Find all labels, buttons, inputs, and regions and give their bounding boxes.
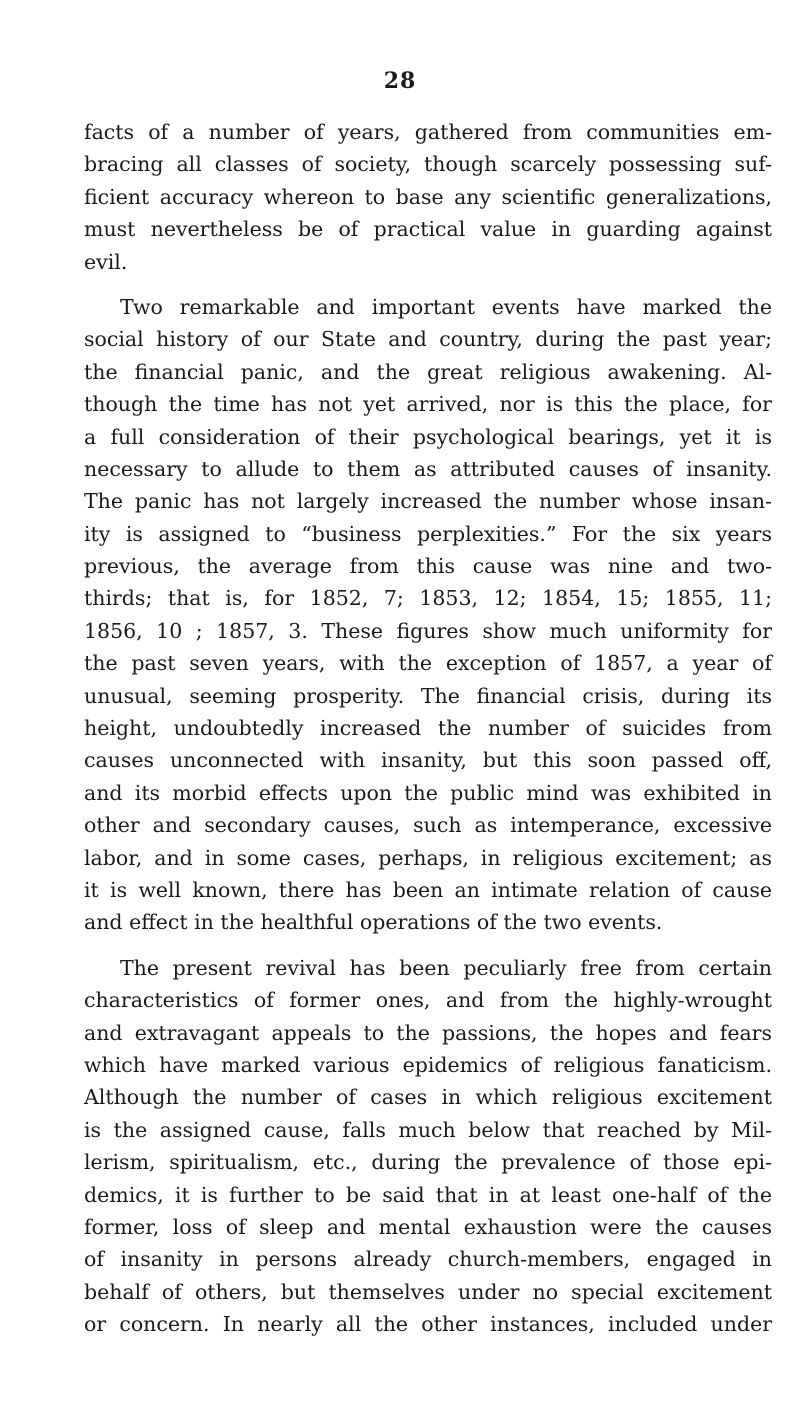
text-line: ity is assigned to “business perplexities.” For the six years (84, 521, 772, 546)
text-line: facts of a number of years, gathered from communities em- (84, 120, 772, 144)
text-line: causes unconnected with insanity, but this soon passed off, (84, 748, 772, 773)
text-line: thirds; that is, for 1852, 7; 1853, 12; 1854, 15; 1855, 11; (84, 586, 772, 611)
text-line: lerism, spiritualism, etc., during the prevalence of those epi- (84, 1150, 772, 1175)
paragraph-3 (84, 952, 772, 1341)
text-line: and its morbid effects upon the public mind was exhibited in (84, 780, 772, 805)
text-line: and extravagant appeals to the passions, the hopes and fears (84, 1020, 772, 1045)
text-line: unusual, seeming prosperity. The financial crisis, during its (84, 683, 772, 708)
text-line: labor, and in some cases, perhaps, in religious excitement; as (84, 845, 772, 870)
text-line: must nevertheless be of practical value in guarding against (84, 217, 772, 242)
text-line: ficient accuracy whereon to base any scientific generalizations, (84, 184, 772, 209)
text-line: behalf of others, but themselves under no special excitement (84, 1279, 772, 1304)
text-line: though the time has not yet arrived, nor is this the place, for (84, 392, 772, 417)
text-line: social history of our State and country, during the past year; (84, 327, 772, 352)
text-line: evil. (84, 249, 128, 274)
text-line: the past seven years, with the exception of 1857, a year of (84, 651, 772, 676)
text-line: the financial panic, and the great religious awakening. Al- (84, 359, 772, 384)
text-line: which have marked various epidemics of religious fanaticism. (84, 1052, 772, 1077)
text-line: Although the number of cases in which religious excitement (84, 1085, 772, 1110)
text-line: or concern. In nearly all the other instances, included under (84, 1312, 772, 1337)
text-line: of insanity in persons already church-members, engaged in (84, 1247, 772, 1272)
text-line: former, loss of sleep and mental exhaustion were the causes (84, 1214, 772, 1239)
text-line: characteristics of former ones, and from the highly-wrought (84, 988, 772, 1013)
text-line: demics, it is further to be said that in at least one-half of the (84, 1182, 772, 1207)
text-line: Two remarkable and important events have marked the (120, 294, 772, 319)
text-line: it is well known, there has been an intimate relation of cause (84, 877, 772, 902)
text-line: The panic has not largely increased the number whose insan- (84, 489, 772, 514)
text-line: and effect in the healthful operations of the two events. (84, 910, 663, 935)
text-line: The present revival has been peculiarly free from certain (120, 955, 772, 980)
paragraph-2 (84, 291, 772, 939)
text-line: other and secondary causes, such as intemperance, excessive (84, 813, 772, 838)
body-text (84, 116, 772, 1340)
page-number: 28 (383, 68, 417, 94)
text-line: 1856, 10 ; 1857, 3. These figures show much uniformity for (84, 618, 772, 643)
text-line: bracing all classes of society, though scarcely possessing suf- (84, 152, 772, 177)
text-line: previous, the average from this cause was nine and two- (84, 554, 772, 579)
text-line: a full consideration of their psychological bearings, yet it is (84, 424, 772, 449)
text-line: necessary to allude to them as attributed causes of insanity. (84, 456, 772, 481)
text-line: is the assigned cause, falls much below that reached by Mil- (84, 1117, 772, 1142)
text-line: height, undoubtedly increased the number of suicides from (84, 716, 772, 741)
paragraph-1 (84, 116, 772, 278)
